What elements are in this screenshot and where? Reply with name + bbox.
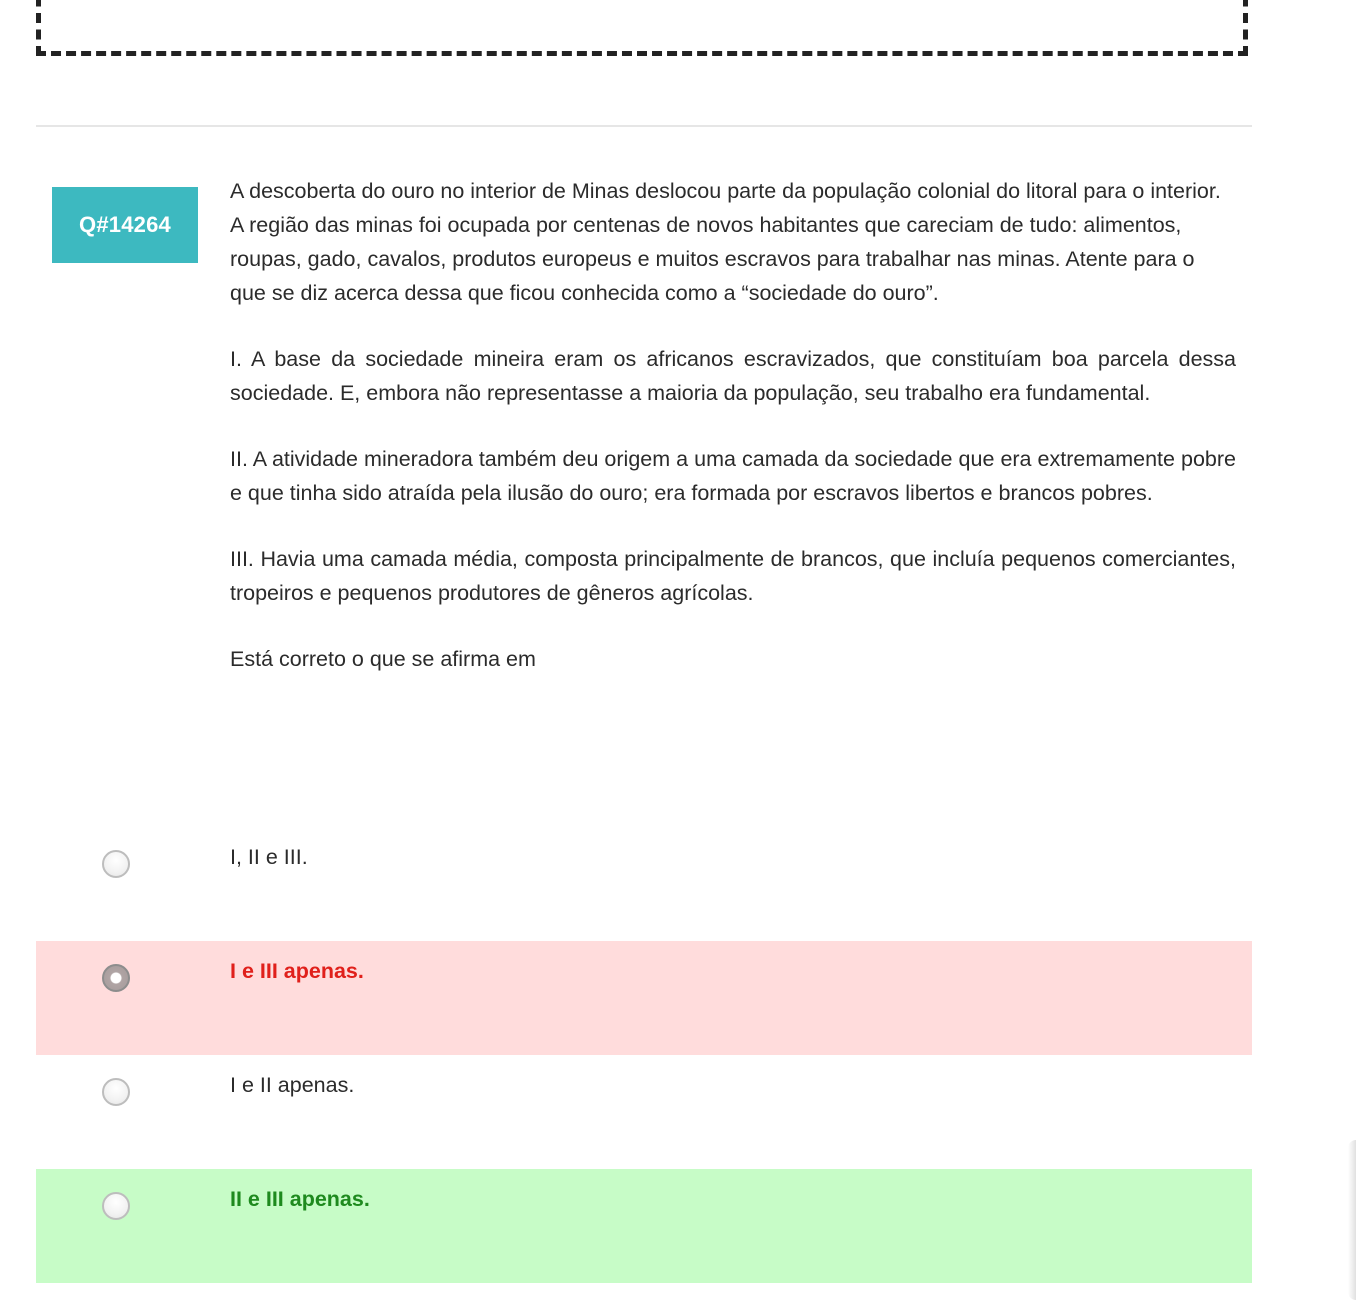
question-intro: A descoberta do ouro no interior de Minas deslocou parte da população colonial do litoral para o interior. A região das minas foi ocupada por centenas de novos habitantes que careciam de tudo: alimentos, roupas, gado, cavalos, produtos europeus e muitos escravos para trabalhar nas minas. Atente para o que se diz acerca dessa que ficou conhecida como a “sociedade do ouro”.	[230, 179, 1221, 305]
answer-option-3[interactable]	[36, 1055, 1252, 1169]
dashed-answer-box	[36, 0, 1248, 56]
edge-shadow	[1348, 1140, 1356, 1300]
statement-2: II. A atividade mineradora também deu origem a uma camada da sociedade que era extremamente pobre e que tinha sido atraída pela ilusão do ouro; era formada por escravos libertos e brancos pobres.	[230, 447, 1236, 505]
radio-button[interactable]	[102, 850, 130, 878]
statement-3: III. Havia uma camada média, composta principalmente de brancos, que incluía pequenos comerciantes, tropeiros e pequenos produtores de gêneros agrícolas.	[230, 547, 1236, 605]
radio-button[interactable]	[102, 1078, 130, 1106]
question-prompt: Está correto o que se afirma em	[230, 647, 536, 671]
answer-option-2[interactable]	[36, 941, 1252, 1055]
question-text	[230, 174, 1236, 676]
statement-1: I. A base da sociedade mineira eram os africanos escravizados, que constituíam boa parcela dessa sociedade. E, embora não representasse a maioria da população, seu trabalho era fundamental.	[230, 347, 1236, 405]
answer-option-4[interactable]	[36, 1169, 1252, 1283]
answer-option-label: I, II e III.	[230, 845, 308, 869]
section-divider	[36, 125, 1252, 127]
answer-option-label: I e II apenas.	[230, 1073, 355, 1097]
answer-option-label: I e III apenas.	[230, 959, 364, 983]
question-id-badge: Q#14264	[52, 187, 198, 263]
answer-option-1[interactable]	[36, 827, 1252, 941]
answer-option-label: II e III apenas.	[230, 1187, 370, 1211]
radio-button[interactable]	[102, 1192, 130, 1220]
radio-button-selected[interactable]	[102, 964, 130, 992]
